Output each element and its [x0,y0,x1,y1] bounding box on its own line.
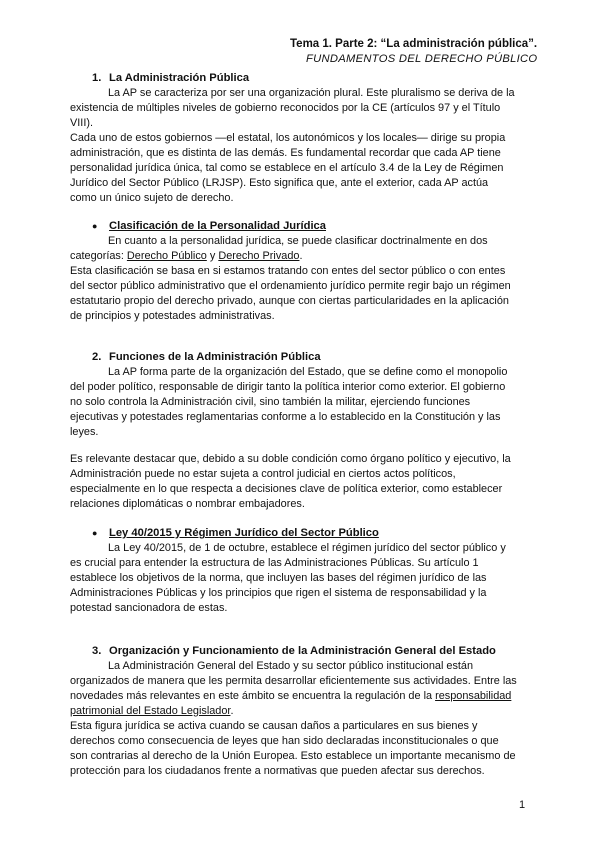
text-line: relaciones diplomáticas o nombrar embajadores. [70,498,305,510]
text-line [70,249,532,264]
section-number: 1. [92,72,102,84]
section-title: La Administración Pública [109,72,250,84]
text-line: La AP se caracteriza por ser una organización plural. Este pluralismo se deriva de la [108,87,515,99]
section-3-paragraph-1 [70,659,532,719]
bullet-title: Ley 40/2015 y Régimen Jurídico del Sector Público [109,527,379,539]
text-line: protección para los ciudadanos frente a normativas que pueden afectar sus derechos. [70,765,485,777]
text-line: VIII). [70,117,93,129]
text-line: Esta clasificación se basa en si estamos tratando con entes del sector público o con entes [70,265,506,277]
bullet-heading-2 [92,526,379,541]
bullet-2-paragraph-1 [70,541,532,616]
section-heading-2 [92,350,321,365]
section-2-paragraph-1 [70,365,532,440]
text-line [70,689,532,704]
text-line: estatutario propio del derecho privado, aunque con ciertas particularidades en la aplicación [70,295,509,307]
text-line: La Administración General del Estado y su sector público institucional están [108,660,474,672]
text-line: organizados de manera que les permita desarrollar eficientemente sus actividades. Entre las [70,675,517,687]
page-number: 1 [519,799,526,811]
text-line: administración, que es distinta de las demás. Es fundamental recordar que cada AP tiene [70,147,501,159]
text-line [70,704,532,719]
text-line: Cada uno de estos gobiernos —el estatal, los autonómicos y los locales— dirige su propia [70,132,506,144]
bullet-1-paragraph-2 [70,264,532,324]
text-line: La AP forma parte de la organización del Estado, que se define como el monopolio [108,366,508,378]
text-line: Jurídico del Sector Público (LRJSP). Esto significa que, ante el exterior, cada AP actúa [70,177,489,189]
derecho-publico-link: Derecho Público [126,250,207,262]
text-line: es crucial para entender la estructura de las Administraciones Públicas. Su artículo 1 [70,557,479,569]
text-line: no solo controla la Administración civil, sino también la militar, ejerciendo funciones [70,396,471,408]
text-fragment: . [230,705,234,717]
text-line: como un único sujeto de derecho. [70,192,234,204]
text-line: potestad sancionadora de estas. [70,602,228,614]
text-line: La Ley 40/2015, de 1 de octubre, establece el régimen jurídico del sector público y [108,542,506,554]
document-title: Tema 1. Parte 2: “La administración pública”. [290,38,538,50]
bullet-1-paragraph-1 [70,234,532,264]
text-line: del poder político, responsable de dirigir tanto la política interior como exterior. El gobierno [70,381,506,393]
text-fragment: categorías: [70,250,127,262]
text-line: existencia de múltiples niveles de gobierno reconocidos por la CE (artículos 97 y el Título [70,102,501,114]
section-1-paragraph-1 [70,86,532,131]
bullet-title: Clasificación de la Personalidad Jurídica [109,220,326,232]
derecho-privado-link: Derecho Privado [218,250,300,262]
text-line: Es relevante destacar que, debido a su doble condición como órgano político y ejecutivo, la [70,453,511,465]
document-subtitle: FUNDAMENTOS DEL DERECHO PÚBLICO [306,53,538,65]
text-line: derechos como consecuencia de leyes que han sido declaradas inconstitucionales o que [70,735,499,747]
section-number: 3. [92,645,102,657]
section-2-paragraph-2 [70,452,532,512]
text-line: ejecutivas y potestades reglamentarias conforme a lo establecido en la Constitución y las [70,411,501,423]
text-fragment: . [299,250,303,262]
section-number: 2. [92,351,102,363]
bullet-heading-1 [92,219,326,234]
text-line: leyes. [70,426,99,438]
text-line: En cuanto a la personalidad jurídica, se puede clasificar doctrinalmente en dos [108,235,488,247]
responsabilidad-link: responsabilidad [435,690,512,702]
text-line: Esta figura jurídica se activa cuando se causan daños a particulares en sus bienes y [70,720,478,732]
bullet-icon: ● [92,528,98,538]
text-line: de principios y potestades administrativas. [70,310,275,322]
text-line: especialmente en lo que respecta a decisiones clave de política exterior, como establecer [70,483,503,495]
section-1-paragraph-2 [70,131,532,206]
section-title: Organización y Funcionamiento de la Administración General del Estado [109,645,496,657]
section-heading-3 [92,644,496,659]
text-line: personalidad jurídica única, tal como se establece en el artículo 3.4 de la Ley de Régimen [70,162,504,174]
section-heading-1 [92,71,249,86]
text-fragment: y [206,250,219,262]
text-line: Administraciones Públicas y los principios que rigen el sistema de responsabilidad y la [70,587,487,599]
section-title: Funciones de la Administración Pública [109,351,321,363]
text-line: establece los objetivos de la norma, que incluyen las bases del régimen jurídico de las [70,572,487,584]
text-line: Administración puede no estar sujeta a control judicial en ciertos actos políticos, [70,468,456,480]
section-3-paragraph-2 [70,719,532,779]
text-line: son contrarias al derecho de la Unión Europea. Esto establece un importante mecanismo de [70,750,516,762]
estado-legislador-link: patrimonial del Estado Legislador [70,705,231,717]
bullet-icon: ● [92,221,98,231]
text-line: del sector público administrativo que el ordenamiento jurídico permite regir bajo un régimen [70,280,511,292]
text-fragment: novedades más relevantes en este ámbito se encuentra la regulación de la [70,690,436,702]
